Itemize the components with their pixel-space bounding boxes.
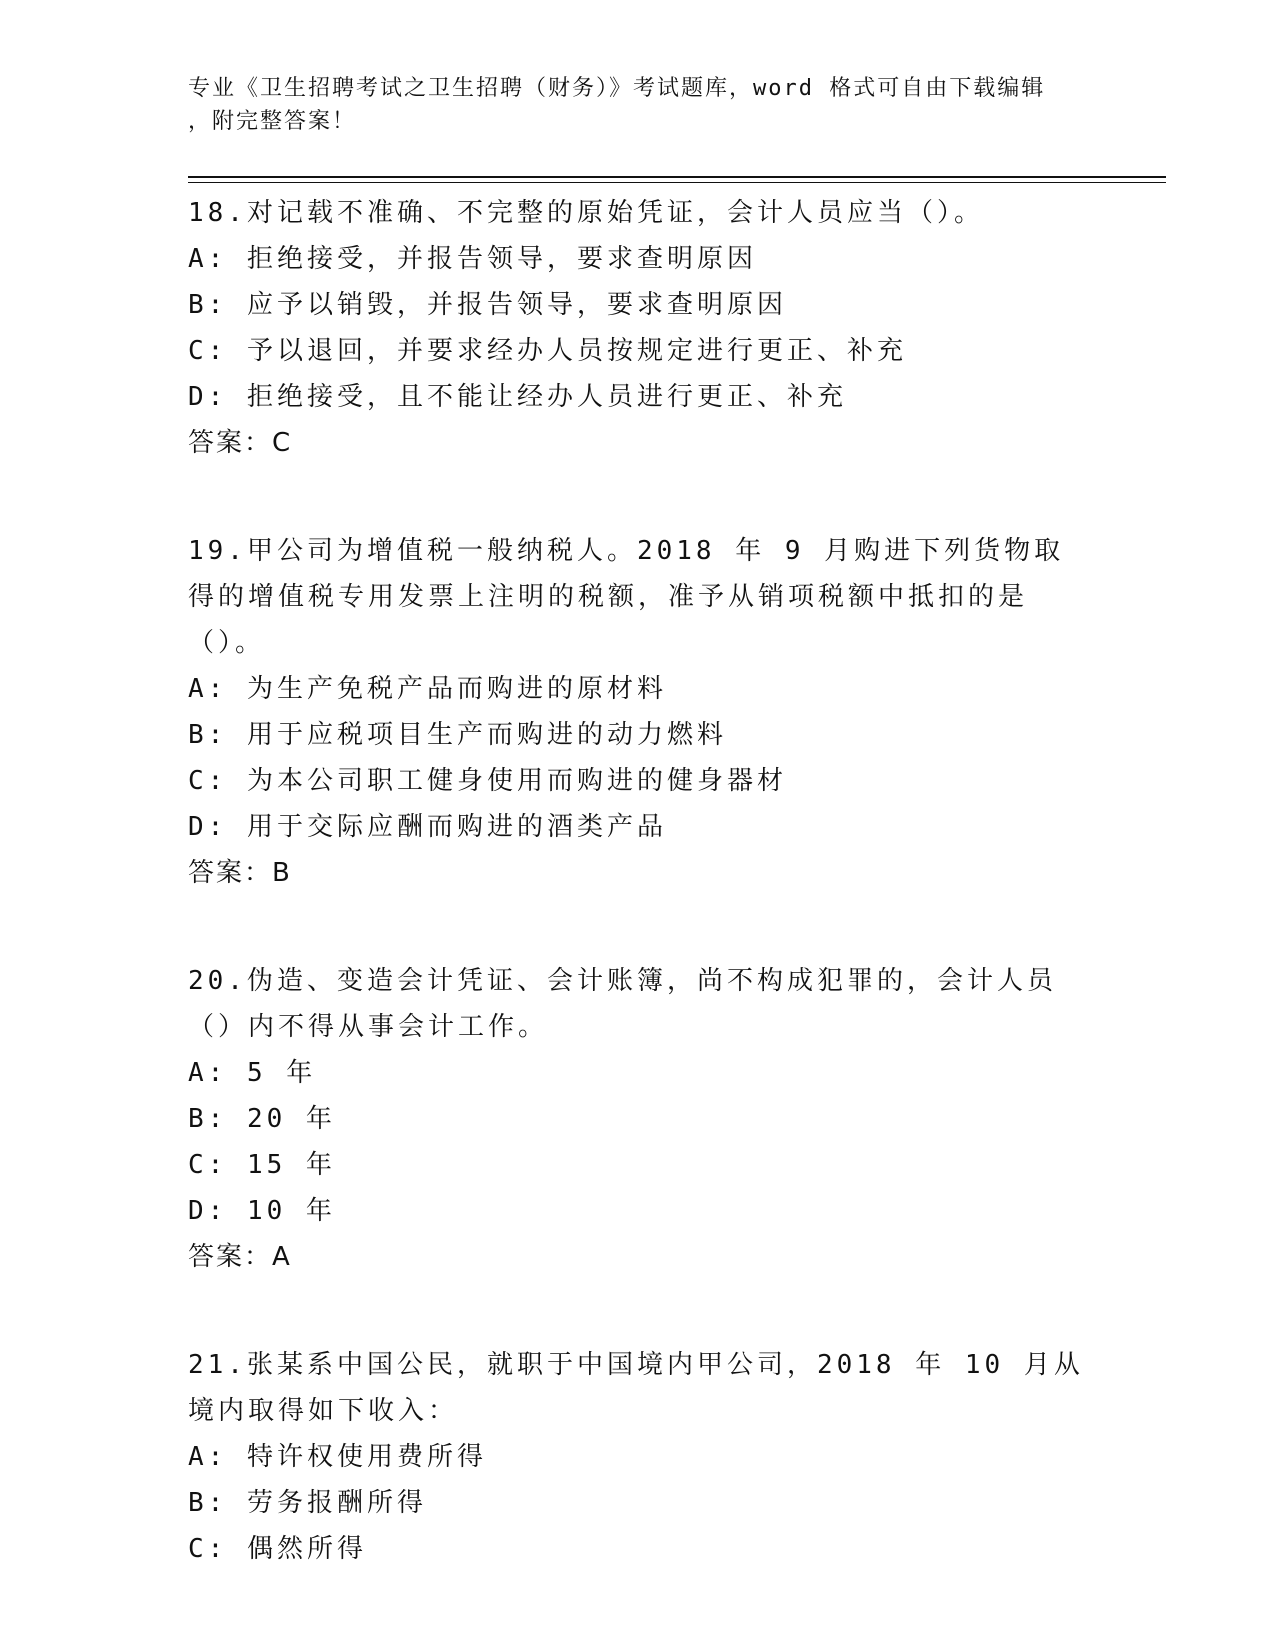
header-line-2: ，附完整答案！ xyxy=(188,109,357,134)
question-18 xyxy=(188,190,1088,466)
question-20 xyxy=(188,958,1088,1280)
option-c: C: 予以退回，并要求经办人员按规定进行更正、补充 xyxy=(188,336,907,366)
option-d: D: 10 年 xyxy=(188,1196,336,1226)
option-a: A: 为生产免税产品而购进的原材料 xyxy=(188,674,667,704)
header-line-1: 专业《卫生招聘考试之卫生招聘（财务）》考试题库，word 格式可自由下载编辑 xyxy=(188,76,1046,101)
option-b: B: 20 年 xyxy=(188,1104,336,1134)
option-b: B: 用于应税项目生产而购进的动力燃料 xyxy=(188,720,727,750)
option-c: C: 15 年 xyxy=(188,1150,336,1180)
question-19 xyxy=(188,528,1088,896)
answer: 答案：A xyxy=(188,1242,292,1272)
answer: 答案：B xyxy=(188,858,292,888)
document-header xyxy=(188,72,1088,138)
header-divider-thin xyxy=(188,182,1166,183)
header-divider-thick xyxy=(188,176,1166,178)
option-d: D: 用于交际应酬而购进的酒类产品 xyxy=(188,812,667,842)
option-c: C: 偶然所得 xyxy=(188,1534,367,1564)
option-d: D: 拒绝接受，且不能让经办人员进行更正、补充 xyxy=(188,382,847,412)
question-stem: 20.伪造、变造会计凭证、会计账簿，尚不构成犯罪的，会计人员（）内不得从事会计工作。 xyxy=(188,966,1057,1042)
question-21 xyxy=(188,1342,1088,1572)
option-a: A: 特许权使用费所得 xyxy=(188,1442,487,1472)
option-a: A: 5 年 xyxy=(188,1058,317,1088)
question-list xyxy=(188,190,1088,1634)
answer: 答案：C xyxy=(188,428,293,458)
option-c: C: 为本公司职工健身使用而购进的健身器材 xyxy=(188,766,787,796)
option-b: B: 应予以销毁，并报告领导，要求查明原因 xyxy=(188,290,787,320)
question-stem: 19.甲公司为增值税一般纳税人。2018 年 9 月购进下列货物取得的增值税专用发票上注明的税额，准予从销项税额中抵扣的是（）。 xyxy=(188,536,1065,658)
option-b: B: 劳务报酬所得 xyxy=(188,1488,427,1518)
question-stem: 18.对记载不准确、不完整的原始凭证，会计人员应当（）。 xyxy=(188,198,984,228)
option-a: A: 拒绝接受，并报告领导，要求查明原因 xyxy=(188,244,757,274)
question-stem: 21.张某系中国公民，就职于中国境内甲公司，2018 年 10 月从境内取得如下收入： xyxy=(188,1350,1084,1426)
